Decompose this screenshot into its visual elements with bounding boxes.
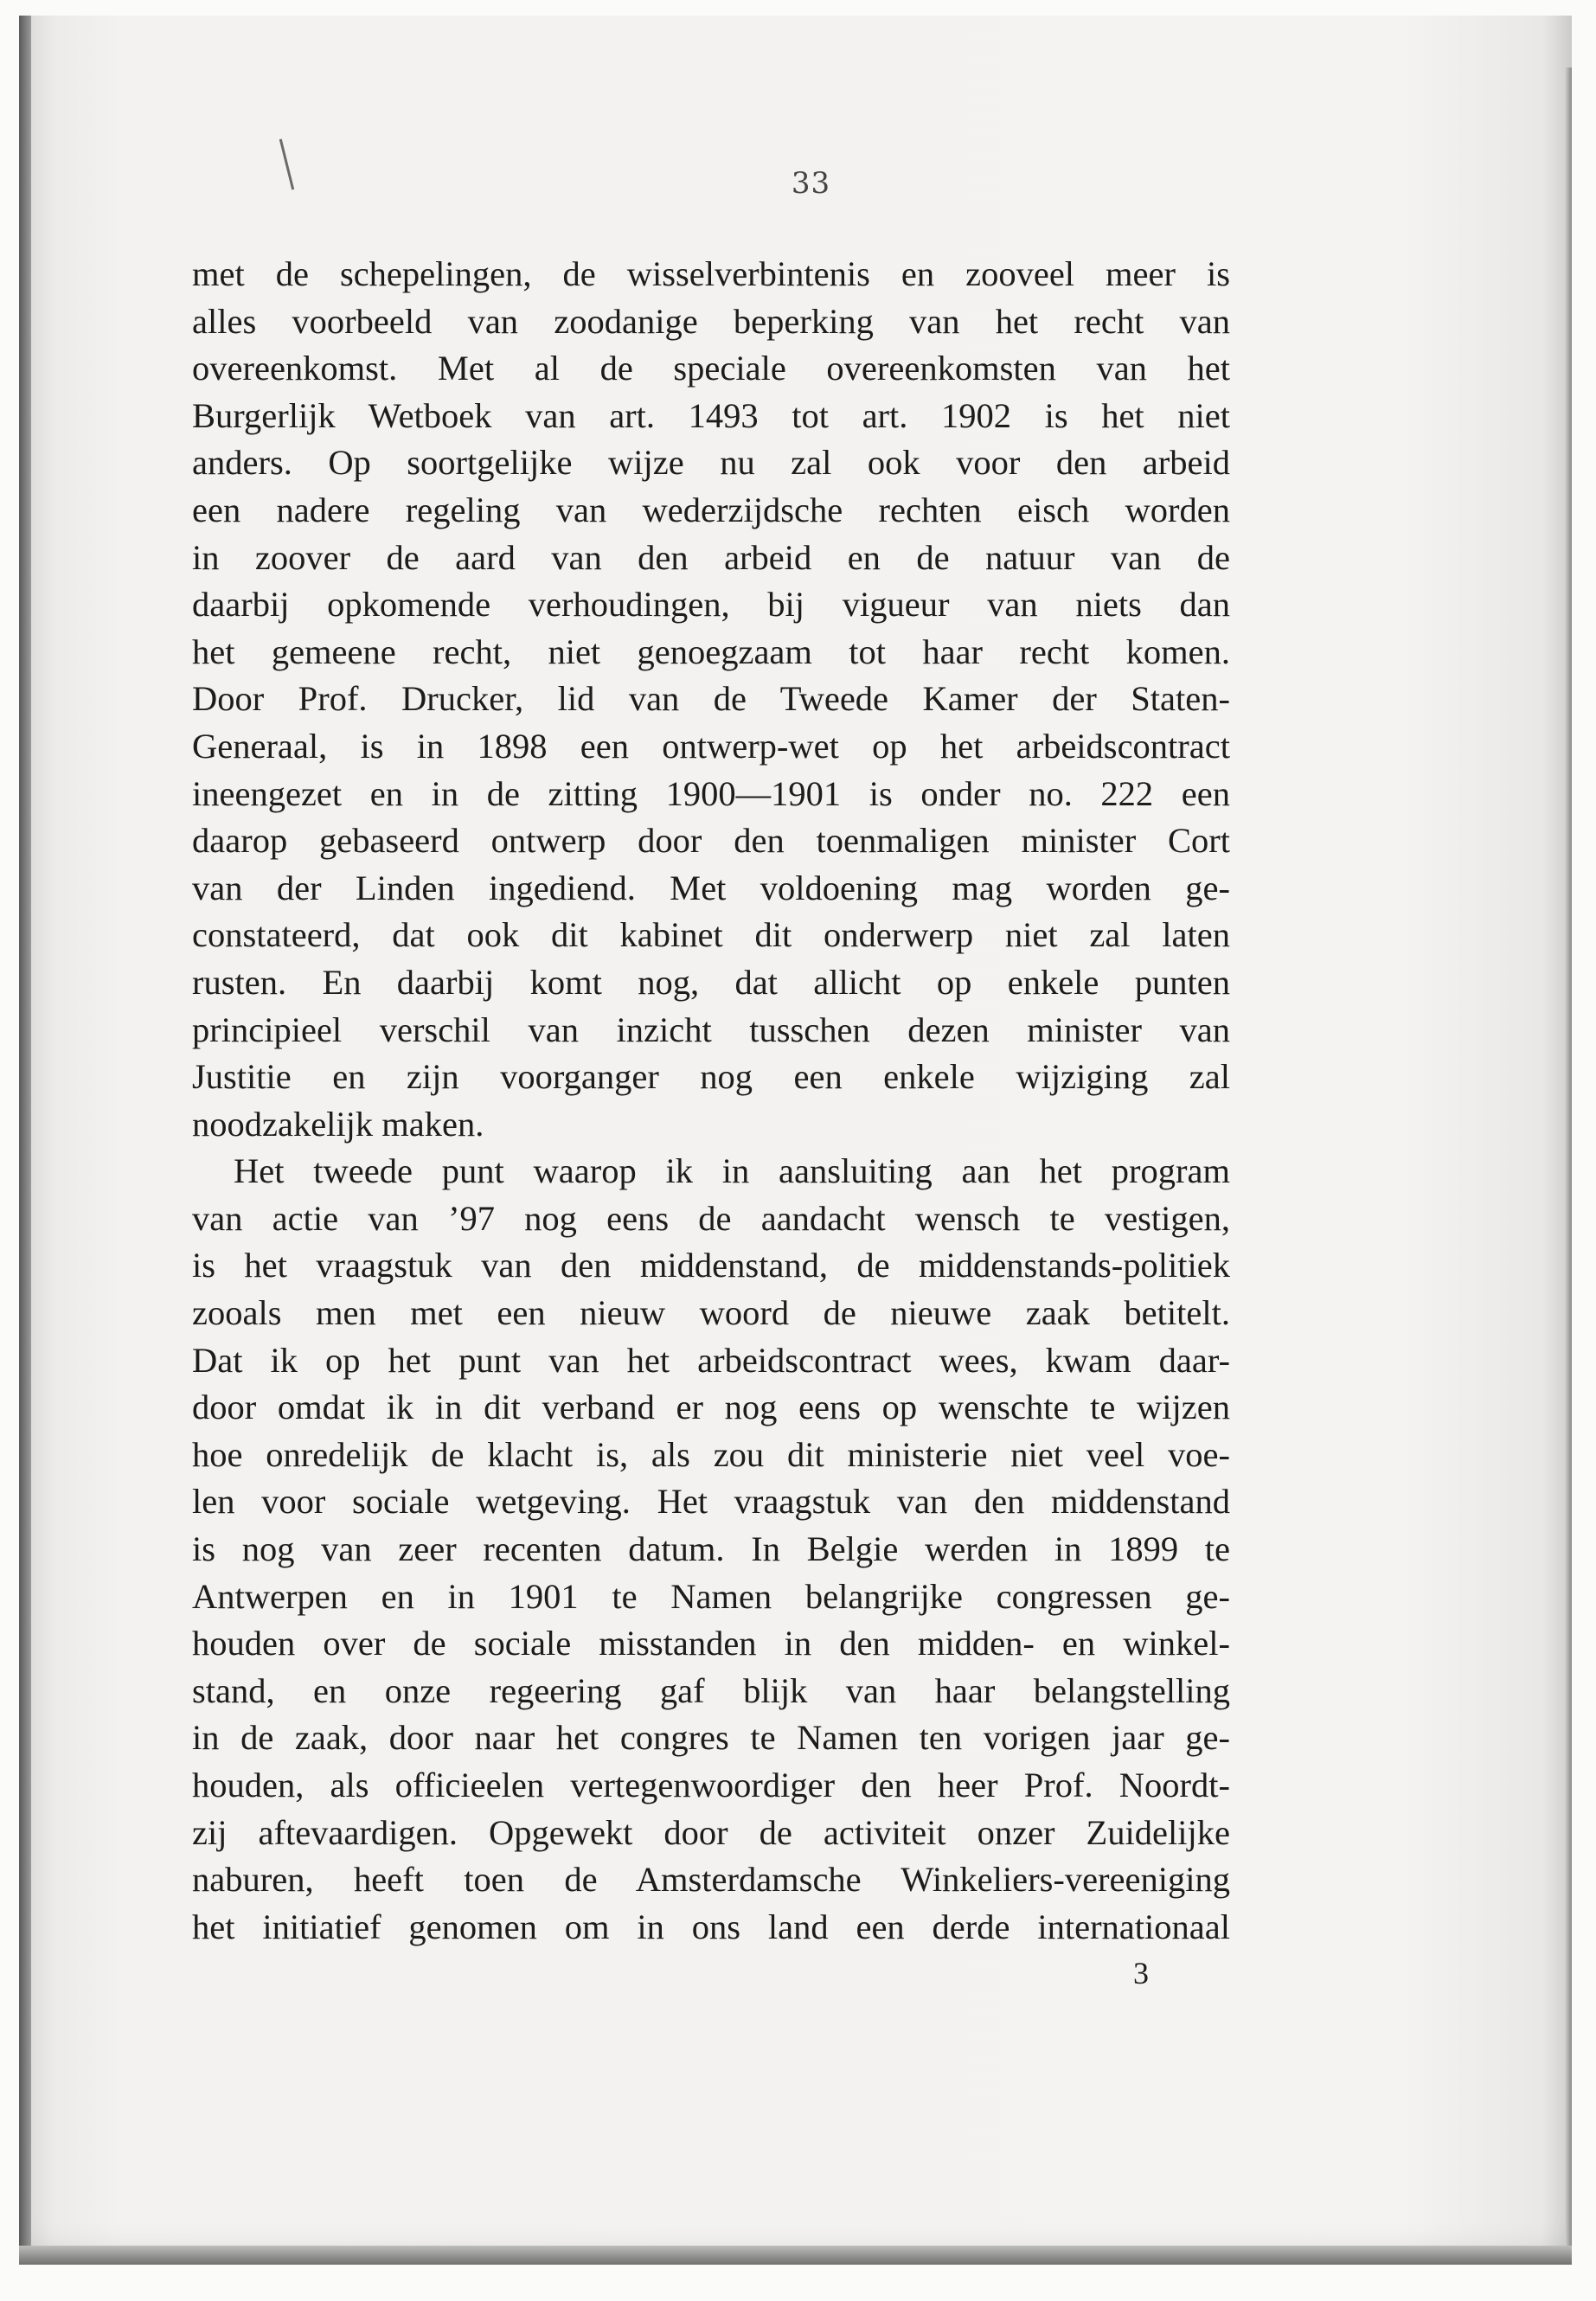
text-line: daarbij opkomende verhoudingen, bij vigueur van niets dan xyxy=(192,585,1230,625)
text-line: zij aftevaardigen. Opgewekt door de activiteit onzer Zuidelijke xyxy=(192,1812,1230,1852)
text-line: overeenkomst. Met al de speciale overeenkomsten van het xyxy=(192,349,1230,388)
text-line: alles voorbeeld van zoodanige beperking van het recht van xyxy=(192,301,1230,341)
text-line: constateerd, dat ook dit kabinet dit onderwerp niet zal laten xyxy=(192,915,1230,955)
text-line: met de schepelingen, de wisselverbintenis en zooveel meer is xyxy=(192,254,1230,293)
text-line: Door Prof. Drucker, lid van de Tweede Kamer der Staten- xyxy=(192,679,1230,719)
book-binding-bottom-edge xyxy=(19,2246,1572,2265)
text-line: houden over de sociale misstanden in den midden- en winkel- xyxy=(192,1624,1230,1663)
page-number: 33 xyxy=(791,166,831,201)
text-line: Generaal, is in 1898 een ontwerp-wet op het arbeidscontract xyxy=(192,726,1230,766)
text-line: noodzakelijk maken. xyxy=(192,1104,484,1144)
text-line: houden, als officieelen vertegenwoordiger den heer Prof. Noordt- xyxy=(192,1766,1230,1804)
text-line: van actie van ’97 nog eens de aandacht wensch te vestigen, xyxy=(192,1198,1230,1238)
book-binding-left-edge xyxy=(19,16,31,2265)
text-line: ineengezet en in de zitting 1900—1901 is onder no. 222 een xyxy=(192,773,1230,813)
text-line: naburen, heeft toen de Amsterdamsche Winkeliers-vereeniging xyxy=(192,1860,1230,1900)
signature-mark: 3 xyxy=(1133,1956,1149,1990)
text-line: in zoover de aard van den arbeid en de natuur van de xyxy=(192,537,1230,577)
body-text xyxy=(192,251,1230,1951)
text-line: daarop gebaseerd ontwerp door den toenmaligen minister Cort xyxy=(192,821,1230,861)
paragraph-1 xyxy=(192,251,1230,1148)
text-line: een nadere regeling van wederzijdsche rechten eisch worden xyxy=(192,490,1230,529)
text-line: is nog van zeer recenten datum. In Belgie werden in 1899 te xyxy=(192,1529,1230,1569)
text-line: Justitie en zijn voorganger nog een enkele wijziging zal xyxy=(192,1057,1230,1097)
text-line: Antwerpen en in 1901 te Namen belangrijke congressen ge- xyxy=(192,1576,1230,1616)
text-line: is het vraagstuk van den middenstand, de middenstands-politiek xyxy=(192,1246,1230,1285)
text-line: stand, en onze regeering gaf blijk van haar belangstelling xyxy=(192,1670,1230,1710)
text-line: anders. Op soortgelijke wijze nu zal ook voor den arbeid xyxy=(192,443,1230,483)
text-line: principieel verschil van inzicht tusschen dezen minister van xyxy=(192,1009,1230,1049)
paragraph-2 xyxy=(192,1148,1230,1951)
text-line: hoe onredelijk de klacht is, als zou dit ministerie niet veel voe- xyxy=(192,1434,1230,1474)
text-line: Het tweede punt waarop ik in aansluiting aan het program xyxy=(234,1151,1230,1191)
text-line: Dat ik op het punt van het arbeidscontract wees, kwam daar- xyxy=(192,1340,1230,1380)
text-line: in de zaak, door naar het congres te Namen ten vorigen jaar ge- xyxy=(192,1718,1230,1758)
text-line: Burgerlijk Wetboek van art. 1493 tot art. 1902 is het niet xyxy=(192,395,1230,435)
text-line: len voor sociale wetgeving. Het vraagstuk van den middenstand xyxy=(192,1482,1230,1522)
text-line: van der Linden ingediend. Met voldoening mag worden ge- xyxy=(192,868,1230,907)
text-line: door omdat ik in dit verband er nog eens op wenschte te wijzen xyxy=(192,1388,1230,1427)
text-line: het gemeene recht, niet genoegzaam tot haar recht komen. xyxy=(192,631,1230,671)
book-binding-right-edge xyxy=(1565,67,1572,2265)
text-line: het initiatief genomen om in ons land een derde internationaal xyxy=(192,1907,1230,1946)
text-line: zooals men met een nieuw woord de nieuwe zaak betitelt. xyxy=(192,1293,1230,1333)
text-line: rusten. En daarbij komt nog, dat allicht op enkele punten xyxy=(192,962,1230,1002)
